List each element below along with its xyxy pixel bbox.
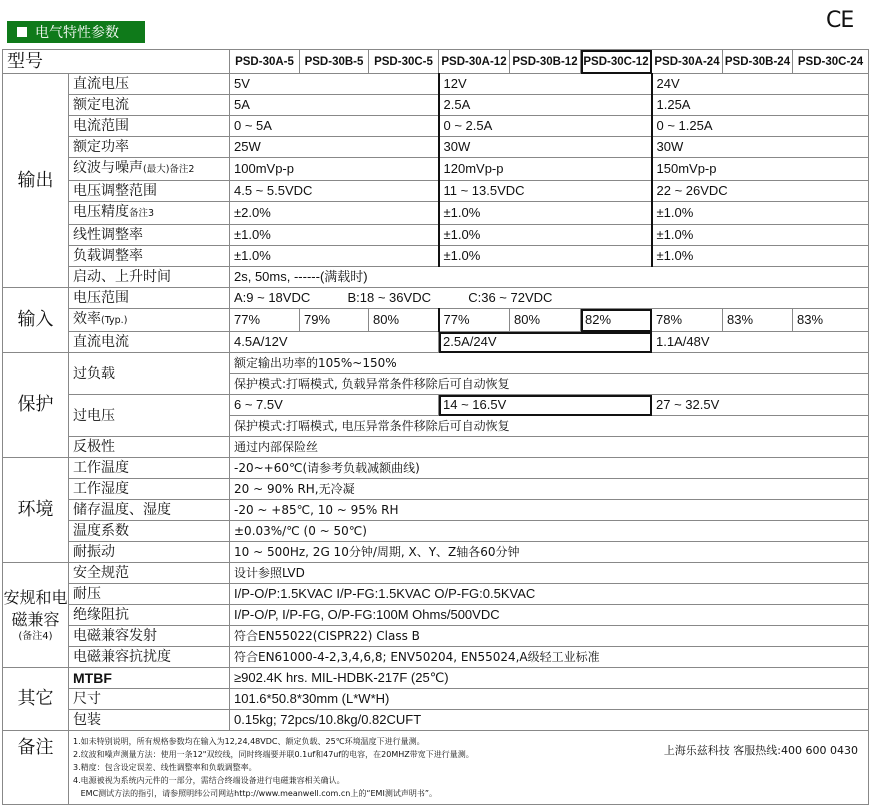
notes-box xyxy=(73,735,864,800)
row-label-note: 备注3 xyxy=(129,208,155,219)
note-line: 3.精度：包含设定误差、线性调整率和负载调整率。 xyxy=(73,763,257,772)
output-row xyxy=(3,137,869,158)
row-label-text: 纹波与噪声 xyxy=(73,160,143,176)
notes-row xyxy=(3,731,869,805)
current-value: 4.5A/12V xyxy=(230,332,439,353)
protection-row xyxy=(3,395,869,416)
row-label-note: (Typ.) xyxy=(101,315,128,326)
category-safety xyxy=(3,563,69,668)
model-name: PSD-30B-12 xyxy=(510,50,581,74)
category-protection: 保护 xyxy=(3,353,69,458)
value-5v: 25W xyxy=(230,137,439,158)
output-row xyxy=(3,95,869,116)
row-label: 过电压 xyxy=(69,395,230,437)
row-label: 线性调整率 xyxy=(69,225,230,246)
other-row xyxy=(3,689,869,710)
input-row xyxy=(3,288,869,309)
value-5v: 0 ~ 5A xyxy=(230,116,439,137)
output-row xyxy=(3,246,869,267)
value-12v: 0 ~ 2.5A xyxy=(439,116,652,137)
row-label: 工作湿度 xyxy=(69,479,230,500)
section-header xyxy=(7,21,145,43)
row-label xyxy=(69,309,230,332)
row-label: 包装 xyxy=(69,710,230,731)
row-label: 直流电压 xyxy=(69,74,230,95)
value-24v: ±1.0% xyxy=(652,202,869,225)
value-5v: ±2.0% xyxy=(230,202,439,225)
safety-value: 符合EN55022(CISPR22) Class B xyxy=(230,626,869,647)
safety-value: I/P-O/P:1.5KVAC I/P-FG:1.5KVAC O/P-FG:0.5KVAC xyxy=(230,584,869,605)
value-12v: 11 ~ 13.5VDC xyxy=(439,181,652,202)
environment-row xyxy=(3,500,869,521)
value-24v: 22 ~ 26VDC xyxy=(652,181,869,202)
overload-line2: 保护模式:打嗝模式, 负载异常条件移除后可自动恢复 xyxy=(230,374,869,395)
value-5v: ±1.0% xyxy=(230,225,439,246)
environment-row xyxy=(3,542,869,563)
env-value: 20 ~ 90% RH,无冷凝 xyxy=(230,479,869,500)
row-label-text: 效率 xyxy=(73,311,101,327)
value-12v: 2.5A xyxy=(439,95,652,116)
protection-row xyxy=(3,353,869,374)
value-24v: 30W xyxy=(652,137,869,158)
protection-row xyxy=(3,437,869,458)
value-5v: ±1.0% xyxy=(230,246,439,267)
model-label: 型号 xyxy=(3,50,230,74)
value-12v: ±1.0% xyxy=(439,225,652,246)
category-safety-note: (备注4) xyxy=(18,631,53,642)
row-label: 负载调整率 xyxy=(69,246,230,267)
env-value: ±0.03%/℃ (0 ~ 50℃) xyxy=(230,521,869,542)
value-24v: 24V xyxy=(652,74,869,95)
efficiency-value: 77% xyxy=(439,309,510,332)
category-notes: 备注 xyxy=(3,731,69,805)
efficiency-value: 77% xyxy=(230,309,300,332)
safety-row xyxy=(3,584,869,605)
value-5v: 4.5 ~ 5.5VDC xyxy=(230,181,439,202)
category-output: 输出 xyxy=(3,74,69,288)
model-name: PSD-30A-5 xyxy=(230,50,300,74)
row-label: MTBF xyxy=(69,668,230,689)
model-name: PSD-30C-12 xyxy=(581,50,652,74)
efficiency-value: 80% xyxy=(510,309,581,332)
output-row xyxy=(3,202,869,225)
efficiency-value: 83% xyxy=(723,309,793,332)
row-label: 电流范围 xyxy=(69,116,230,137)
category-environment: 环境 xyxy=(3,458,69,563)
ovp-5v: 6 ~ 7.5V xyxy=(230,395,439,416)
current-value: 1.1A/48V xyxy=(652,332,869,353)
row-label-note: (最大)备注2 xyxy=(143,164,195,175)
notes-cell xyxy=(69,731,869,805)
spec-table xyxy=(2,49,869,805)
input-voltage-a: A:9 ~ 18VDC xyxy=(234,290,311,305)
efficiency-value: 83% xyxy=(793,309,869,332)
env-value: 10 ~ 500Hz, 2G 10分钟/周期, X、Y、Z轴各60分钟 xyxy=(230,542,869,563)
safety-value: 设计参照LVD xyxy=(230,563,869,584)
value-24v: ±1.0% xyxy=(652,246,869,267)
row-label: 储存温度、湿度 xyxy=(69,500,230,521)
efficiency-value: 82% xyxy=(581,309,652,332)
row-label: 尺寸 xyxy=(69,689,230,710)
safety-row xyxy=(3,563,869,584)
row-label: 安全规范 xyxy=(69,563,230,584)
input-voltage-c: C:36 ~ 72VDC xyxy=(468,290,553,305)
value-5v: 100mVp-p xyxy=(230,158,439,181)
environment-row xyxy=(3,521,869,542)
value-12v: 120mVp-p xyxy=(439,158,652,181)
current-value: 2.5A/24V xyxy=(439,332,652,353)
value-24v: ±1.0% xyxy=(652,225,869,246)
row-label: 额定功率 xyxy=(69,137,230,158)
row-label-text: 电压精度 xyxy=(73,204,129,220)
input-voltage-values xyxy=(230,288,869,309)
row-label xyxy=(69,158,230,181)
safety-row xyxy=(3,647,869,668)
other-value: ≥902.4K hrs. MIL-HDBK-217F (25℃) xyxy=(230,668,869,689)
ovp-line2: 保护模式:打嗝模式, 电压异常条件移除后可自动恢复 xyxy=(230,416,869,437)
row-label: 直流电流 xyxy=(69,332,230,353)
other-row xyxy=(3,710,869,731)
value-24v: 1.25A xyxy=(652,95,869,116)
environment-row xyxy=(3,458,869,479)
efficiency-value: 80% xyxy=(369,309,439,332)
ovp-24v: 27 ~ 32.5V xyxy=(652,395,869,416)
value-5v: 5V xyxy=(230,74,439,95)
other-value: 0.15kg; 72pcs/10.8kg/0.82CUFT xyxy=(230,710,869,731)
safety-value: I/P-O/P, I/P-FG, O/P-FG:100M Ohms/500VDC xyxy=(230,605,869,626)
model-name: PSD-30B-5 xyxy=(300,50,369,74)
row-label: 过负载 xyxy=(69,353,230,395)
input-voltage-b: B:18 ~ 36VDC xyxy=(347,290,431,305)
note-line: 2.纹波和噪声测量方法：使用一条12"双绞线，同时终端要并联0.1uf和47uf的电容，在20MHZ带宽下进行量测。 xyxy=(73,750,474,759)
environment-row xyxy=(3,479,869,500)
row-label: 电磁兼容发射 xyxy=(69,626,230,647)
safety-row xyxy=(3,626,869,647)
output-row xyxy=(3,74,869,95)
category-input: 输入 xyxy=(3,288,69,353)
efficiency-value: 78% xyxy=(652,309,723,332)
value-24v: 0 ~ 1.25A xyxy=(652,116,869,137)
other-value: 101.6*50.8*30mm (L*W*H) xyxy=(230,689,869,710)
category-other: 其它 xyxy=(3,668,69,731)
row-label xyxy=(69,202,230,225)
env-value: -20~+60℃(请参考负载减额曲线) xyxy=(230,458,869,479)
value-12v: ±1.0% xyxy=(439,246,652,267)
other-row xyxy=(3,668,869,689)
value-12v: 30W xyxy=(439,137,652,158)
square-bullet-icon xyxy=(17,27,27,37)
env-value: -20 ~ +85℃, 10 ~ 95% RH xyxy=(230,500,869,521)
note-line: EMC测试方法的指引，请参照明纬公司网站http://www.meanwell.com.cn上的“EMI测试声明书”。 xyxy=(73,789,437,798)
contact-hotline: 上海乐兹科技 客服热线:400 600 0430 xyxy=(663,744,858,757)
model-name: PSD-30C-24 xyxy=(793,50,869,74)
safety-row xyxy=(3,605,869,626)
ovp-12v: 14 ~ 16.5V xyxy=(439,395,652,416)
row-label: 启动、上升时间 xyxy=(69,267,230,288)
safety-value: 符合EN61000-4-2,3,4,6,8; ENV50204, EN55024,A级轻工业标准 xyxy=(230,647,869,668)
row-label: 耐压 xyxy=(69,584,230,605)
output-row xyxy=(3,267,869,288)
input-row xyxy=(3,332,869,353)
row-label: 反极性 xyxy=(69,437,230,458)
value-24v: 150mVp-p xyxy=(652,158,869,181)
output-row xyxy=(3,116,869,137)
model-name: PSD-30A-24 xyxy=(652,50,723,74)
row-label: 电压调整范围 xyxy=(69,181,230,202)
value-12v: ±1.0% xyxy=(439,202,652,225)
ce-mark-icon: CE xyxy=(826,8,854,33)
row-label: 额定电流 xyxy=(69,95,230,116)
model-name: PSD-30B-24 xyxy=(723,50,793,74)
row-label: 工作温度 xyxy=(69,458,230,479)
note-line: 1.如未特别说明，所有规格参数均在输入为12,24,48VDC、额定负载、25℃环境温度下进行量测。 xyxy=(73,737,425,746)
output-row xyxy=(3,158,869,181)
row-label: 电压范围 xyxy=(69,288,230,309)
output-row xyxy=(3,225,869,246)
value-5v: 5A xyxy=(230,95,439,116)
section-title: 电气特性参数 xyxy=(35,25,119,41)
model-name: PSD-30C-5 xyxy=(369,50,439,74)
reverse-value: 通过内部保险丝 xyxy=(230,437,869,458)
note-line: 4.电源被视为系统内元件的一部分，需结合终端设备进行电磁兼容相关确认。 xyxy=(73,776,345,785)
input-row xyxy=(3,309,869,332)
output-row xyxy=(3,181,869,202)
model-row xyxy=(3,50,869,74)
row-label: 绝缘阻抗 xyxy=(69,605,230,626)
category-safety-text: 安规和电磁兼容 xyxy=(3,588,68,629)
overload-line1: 额定输出功率的105%~150% xyxy=(230,353,869,374)
model-name: PSD-30A-12 xyxy=(439,50,510,74)
row-label: 温度系数 xyxy=(69,521,230,542)
value-all: 2s, 50ms, ------(满载时) xyxy=(230,267,869,288)
row-label: 电磁兼容抗扰度 xyxy=(69,647,230,668)
value-12v: 12V xyxy=(439,74,652,95)
efficiency-value: 79% xyxy=(300,309,369,332)
row-label: 耐振动 xyxy=(69,542,230,563)
